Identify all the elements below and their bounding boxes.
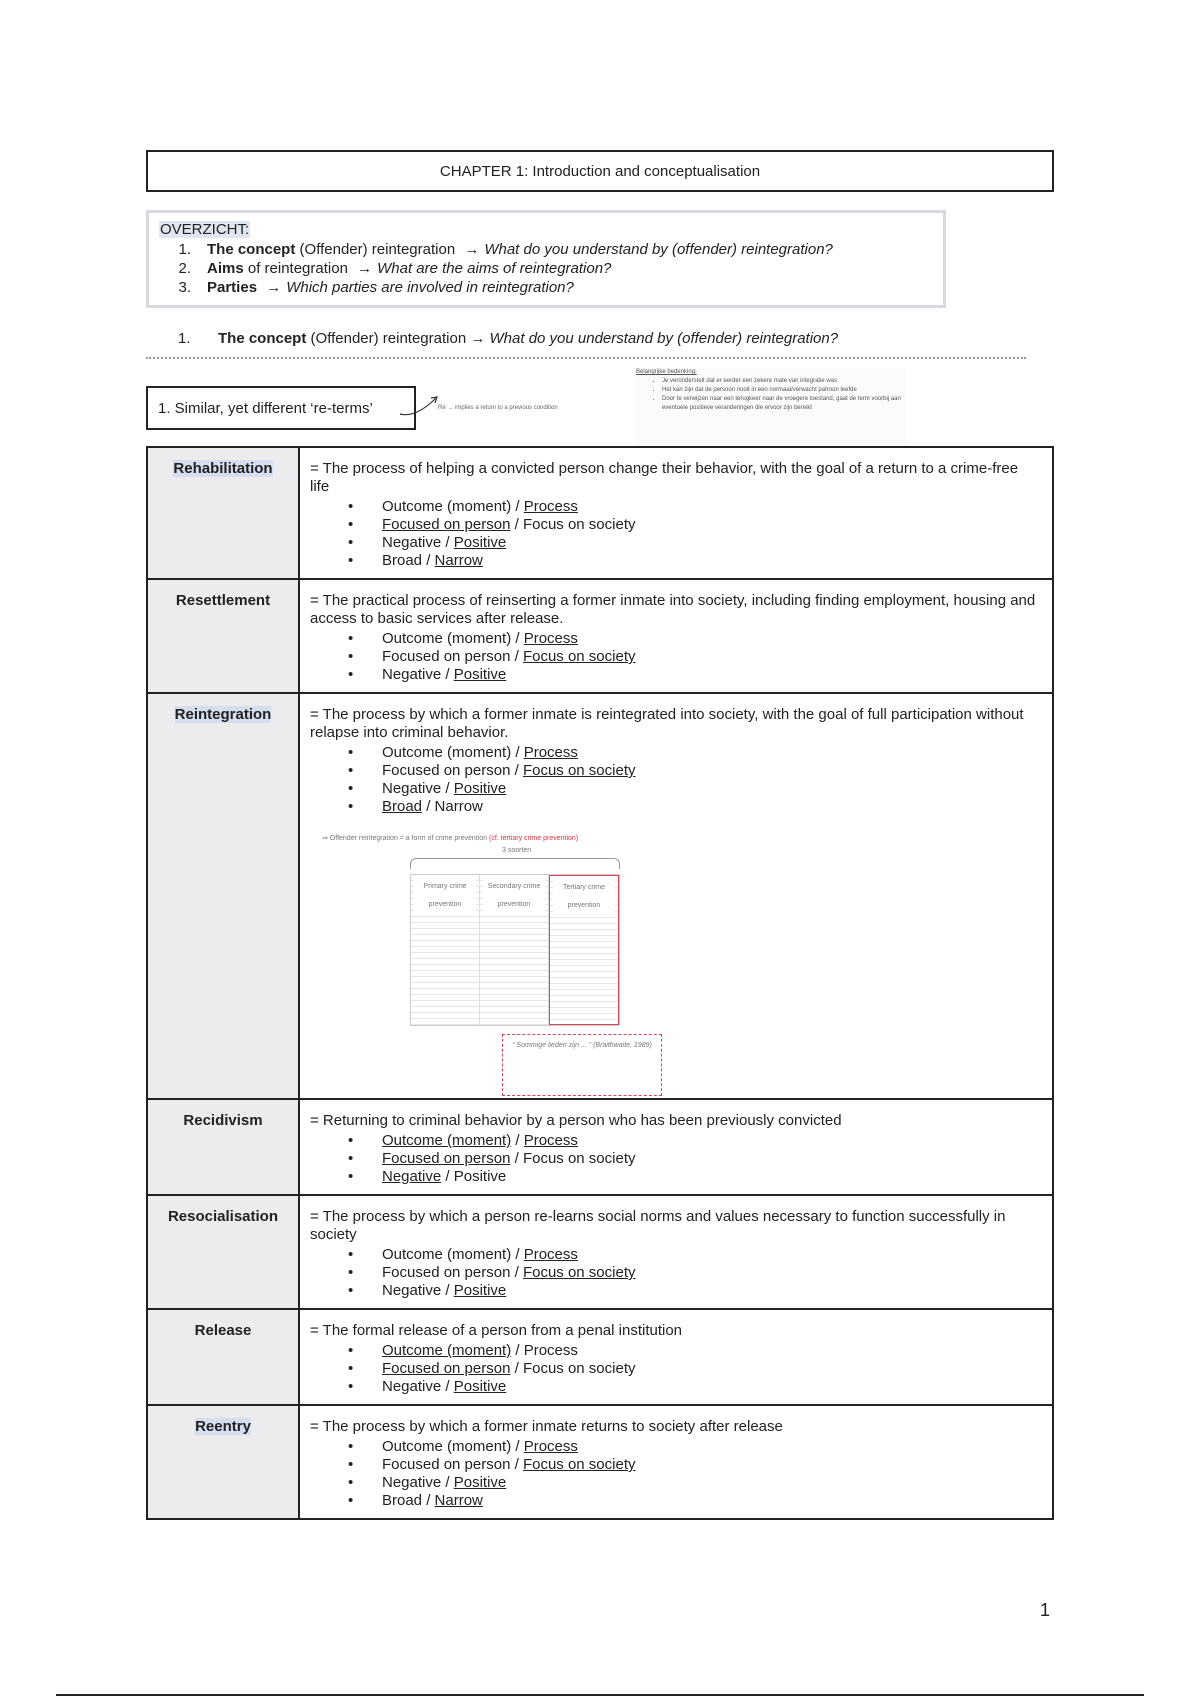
arrow-icon: → [357, 260, 373, 277]
attribute-item: • Negative / Positive [310, 1474, 1040, 1492]
term-row [147, 1099, 1053, 1195]
attribute-option-a: Focused on person [382, 1456, 511, 1473]
term-cell [147, 579, 299, 693]
attribute-item: • Outcome (moment) / Process [310, 744, 1040, 762]
diagram-column-header: Primary crime prevention [414, 878, 476, 914]
term-row [147, 447, 1053, 579]
attribute-option-b: Focus on society [522, 1264, 636, 1281]
term-cell [147, 447, 299, 579]
term-row [147, 579, 1053, 693]
term-cell [147, 1195, 299, 1309]
attribute-option-b: Focus on society [522, 762, 636, 779]
attribute-option-a: Broad [382, 1492, 423, 1509]
attribute-option-a: Outcome (moment) [382, 498, 512, 515]
attribute-option-b: Narrow [434, 552, 483, 569]
crime-prevention-diagram [322, 830, 682, 1090]
diagram-column-header: Secondary crime prevention [483, 878, 545, 914]
term-row [147, 1195, 1053, 1309]
attribute-item: • Outcome (moment) / Process [310, 1132, 1040, 1150]
attribute-option-a: Broad [382, 552, 423, 569]
attribute-list [310, 1438, 1040, 1510]
attribute-option-a: Negative [382, 534, 442, 551]
chapter-title: CHAPTER 1: Introduction and conceptualisation [439, 162, 761, 180]
overview-title: OVERZICHT: [160, 221, 250, 238]
overview-item-bold: The concept [207, 241, 296, 258]
overview-item [159, 259, 933, 278]
attribute-option-a: Negative [382, 666, 442, 683]
diagram-caption-red: (cf. tertiary crime prevention) [489, 835, 579, 842]
term-cell [147, 1309, 299, 1405]
attribute-item: • Focused on person / Focus on society [310, 1360, 1040, 1378]
re-note: Re → implies a return to a previous condition [438, 405, 558, 411]
attribute-option-b: Positive [453, 1282, 507, 1299]
attribute-option-b: Narrow [434, 798, 483, 815]
term-cell [147, 1405, 299, 1519]
overview-item-bold: Aims [207, 260, 244, 277]
section-bold: The concept [218, 330, 307, 347]
overview-list [159, 240, 933, 297]
attribute-item: • Focused on person / Focus on society [310, 762, 1040, 780]
attribute-option-a: Focused on person [382, 516, 511, 533]
overview-item-number: 3. [178, 279, 191, 296]
term-row [147, 693, 1053, 1099]
section-question: What do you understand by (offender) reintegration? [489, 330, 839, 347]
attribute-list [310, 1342, 1040, 1396]
section-heading [178, 330, 838, 347]
curved-arrow-icon [398, 392, 442, 422]
attribute-option-b: Focus on society [522, 648, 636, 665]
definition-cell [299, 1099, 1053, 1195]
attribute-option-b: Process [523, 1132, 578, 1149]
attribute-item: • Outcome (moment) / Process [310, 1246, 1040, 1264]
attribute-option-b: Focus on society [522, 1456, 636, 1473]
definition-text: = The process by which a person re-learns social norms and values necessary to function successfully in society [310, 1208, 1006, 1243]
attribute-option-a: Outcome (moment) [382, 1342, 512, 1359]
attribute-option-b: Process [523, 1438, 578, 1455]
attribute-option-a: Negative [382, 780, 442, 797]
diagram-caption-text: ⇒ Offender reintegration = a form of crime prevention [322, 835, 488, 842]
overview-item-question: Which parties are involved in reintegration? [286, 279, 574, 296]
attribute-item: • Outcome (moment) / Process [310, 1342, 1040, 1360]
term-row [147, 1405, 1053, 1519]
attribute-item: • Outcome (moment) / Process [310, 498, 1040, 516]
terms-table [146, 446, 1054, 1520]
definition-text: = The formal release of a person from a penal institution [310, 1322, 683, 1339]
attribute-item: • Focused on person / Focus on society [310, 1150, 1040, 1168]
dotted-divider [146, 357, 1026, 359]
attribute-option-a: Focused on person [382, 1264, 511, 1281]
attribute-option-b: Narrow [434, 1492, 483, 1509]
attribute-list [310, 630, 1040, 684]
attribute-item: • Focused on person / Focus on society [310, 516, 1040, 534]
term-name: Resocialisation [167, 1208, 279, 1225]
overview-item-rest: of reintegration [247, 260, 348, 277]
term-name: Reintegration [174, 706, 272, 723]
subsection-label: 1. Similar, yet different ‘re-terms’ [158, 399, 373, 417]
diagram-column-header: Tertiary crime prevention [553, 879, 615, 915]
attribute-option-b: Positive [453, 1168, 507, 1185]
definition-text: = The process by which a former inmate is reintegrated into society, with the goal of full participation without relapse into criminal behavior. [310, 706, 1024, 741]
overview-item-bold: Parties [207, 279, 258, 296]
attribute-item: • Negative / Positive [310, 1282, 1040, 1300]
attribute-list [310, 498, 1040, 570]
definition-cell [299, 1405, 1053, 1519]
attribute-option-a: Outcome (moment) [382, 744, 512, 761]
definition-cell [299, 693, 1053, 1099]
attribute-option-a: Broad [382, 798, 423, 815]
attribute-option-a: Focused on person [382, 1360, 511, 1377]
overview-item [159, 278, 933, 297]
arrow-icon: → [464, 241, 480, 258]
attribute-option-a: Outcome (moment) [382, 1438, 512, 1455]
attribute-option-a: Outcome (moment) [382, 1246, 512, 1263]
diagram-column [549, 875, 619, 1025]
attribute-item: • Outcome (moment) / Process [310, 630, 1040, 648]
attribute-option-b: Process [523, 1246, 578, 1263]
attribute-item: • Broad / Narrow [310, 798, 1040, 816]
diagram-brace [410, 858, 620, 869]
definition-text: = The process by which a former inmate returns to society after release [310, 1418, 783, 1435]
attribute-option-b: Positive [453, 1474, 507, 1491]
overview-item-number: 2. [178, 260, 191, 277]
side-note-line: • Door te verwijzen naar een terugkeer naar de vroegere toestand, gaat de term voorbij aan eventuele positieve veranderingen die ervoor zijn bereikt [662, 395, 906, 413]
subsection-box [146, 386, 416, 430]
side-note-title: Belangrijke bedenking: [636, 369, 697, 375]
attribute-item: • Negative / Positive [310, 666, 1040, 684]
overview-item-question: What do you understand by (offender) reintegration? [484, 241, 833, 258]
definition-text: = Returning to criminal behavior by a person who has been previously convicted [310, 1112, 842, 1129]
attribute-option-b: Positive [453, 534, 507, 551]
chapter-title-box [146, 150, 1054, 192]
attribute-item: • Negative / Positive [310, 534, 1040, 552]
term-name: Reentry [195, 1418, 251, 1435]
attribute-option-a: Focused on person [382, 648, 511, 665]
diagram-table [410, 874, 620, 1026]
attribute-option-b: Focus on society [522, 1150, 636, 1167]
arrow-icon: → [266, 279, 282, 296]
term-name: Resettlement [175, 592, 271, 609]
attribute-option-a: Focused on person [382, 762, 511, 779]
term-row [147, 1309, 1053, 1405]
term-name: Rehabilitation [173, 460, 273, 477]
attribute-item: • Negative / Positive [310, 780, 1040, 798]
overview-item-number: 1. [178, 241, 191, 258]
term-cell [147, 693, 299, 1099]
attribute-list [310, 744, 1040, 816]
attribute-option-b: Focus on society [522, 1360, 636, 1377]
definition-cell [299, 1309, 1053, 1405]
term-name: Recidivism [183, 1112, 263, 1129]
definition-cell [299, 579, 1053, 693]
attribute-option-b: Positive [453, 1378, 507, 1395]
section-arrow: → [470, 330, 486, 347]
attribute-option-b: Positive [453, 780, 507, 797]
attribute-option-a: Negative [382, 1282, 442, 1299]
attribute-item: • Focused on person / Focus on society [310, 1456, 1040, 1474]
definition-cell [299, 1195, 1053, 1309]
overview-item-text [207, 240, 833, 259]
term-name: Release [194, 1322, 252, 1339]
diagram-caption [322, 830, 578, 848]
diagram-column [411, 875, 480, 1025]
attribute-list [310, 1132, 1040, 1186]
attribute-option-a: Focused on person [382, 1150, 511, 1167]
diagram-brace-label: 3 soorten [502, 847, 532, 854]
attribute-option-b: Focus on society [522, 516, 636, 533]
attribute-option-a: Negative [382, 1474, 442, 1491]
diagram-column [480, 875, 549, 1025]
attribute-option-b: Process [523, 498, 578, 515]
bottom-rule [56, 1694, 1144, 1696]
side-note [636, 368, 906, 448]
overview-item-question: What are the aims of reintegration? [377, 260, 612, 277]
attribute-item: • Negative / Positive [310, 1378, 1040, 1396]
attribute-option-b: Positive [453, 666, 507, 683]
overview-item-text [207, 278, 574, 297]
definition-text: = The process of helping a convicted person change their behavior, with the goal of a return to a crime-free life [310, 460, 1019, 495]
overview-item-rest: (Offender) reintegration [299, 241, 456, 258]
definition-cell [299, 447, 1053, 579]
page-number: 1 [1040, 1600, 1051, 1620]
side-note-line: • Je veronderstelt dat er eerder een zekere mate van integratie was [662, 377, 906, 386]
attribute-option-a: Outcome (moment) [382, 630, 512, 647]
overview-item-text [207, 259, 611, 278]
attribute-option-b: Process [523, 744, 578, 761]
attribute-item: • Broad / Narrow [310, 552, 1040, 570]
attribute-option-b: Process [523, 1342, 578, 1359]
term-cell [147, 1099, 299, 1195]
diagram-quote: “ Sommige lieden zijn ... ” (Braithwaite, 1989) [502, 1034, 662, 1096]
attribute-option-b: Process [523, 630, 578, 647]
attribute-item: • Broad / Narrow [310, 1492, 1040, 1510]
attribute-item: • Outcome (moment) / Process [310, 1438, 1040, 1456]
overview-box [146, 210, 946, 308]
attribute-list [310, 1246, 1040, 1300]
attribute-item: • Focused on person / Focus on society [310, 1264, 1040, 1282]
overview-item [159, 240, 933, 259]
attribute-item: • Negative / Positive [310, 1168, 1040, 1186]
section-rest: (Offender) reintegration [310, 330, 467, 347]
section-number: 1. [178, 330, 191, 347]
definition-text: = The practical process of reinserting a former inmate into society, including finding employment, housing and access to basic services after release. [310, 592, 1036, 627]
attribute-option-a: Negative [382, 1168, 442, 1185]
attribute-item: • Focused on person / Focus on society [310, 648, 1040, 666]
attribute-option-a: Outcome (moment) [382, 1132, 512, 1149]
side-note-line: • Het kan zijn dat de persoon nooit in een normaal/verwacht patroon leefde [662, 386, 906, 395]
attribute-option-a: Negative [382, 1378, 442, 1395]
